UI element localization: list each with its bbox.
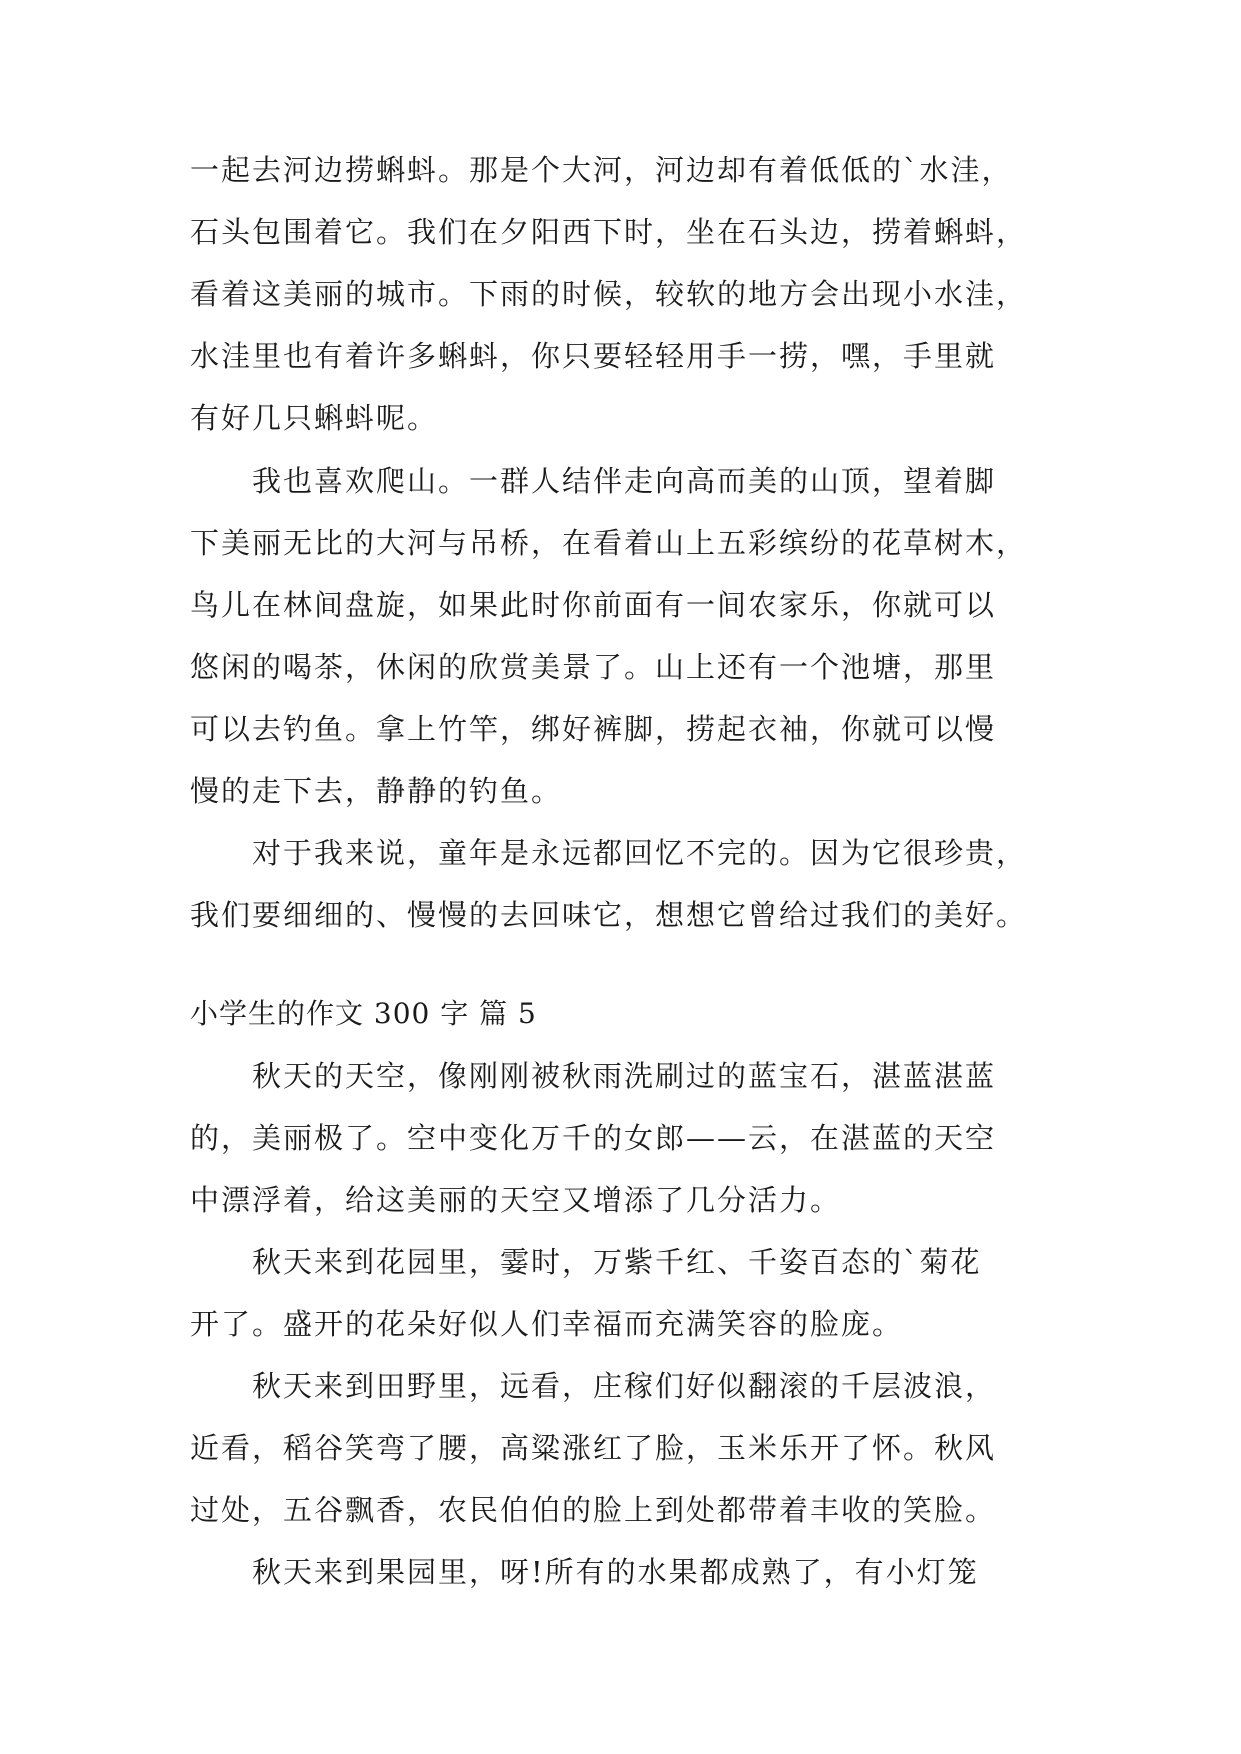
- paragraph-line: 过处，五谷飘香，农民伯伯的脸上到处都带着丰收的笑脸。: [190, 1493, 997, 1527]
- paragraph-line: 石头包围着它。我们在夕阳西下时，坐在石头边，捞着蝌蚪，: [190, 215, 1028, 249]
- paragraph-line: 秋天来到田野里，远看，庄稼们好似翻滚的千层波浪，: [252, 1369, 997, 1403]
- paragraph-line: 对于我来说，童年是永远都回忆不完的。因为它很珍贵，: [252, 836, 1028, 870]
- paragraph-line: 可以去钓鱼。拿上竹竿，绑好裤脚，捞起衣袖，你就可以慢: [190, 712, 997, 746]
- paragraph-line: 水洼里也有着许多蝌蚪，你只要轻轻用手一捞，嘿，手里就: [190, 339, 997, 373]
- paragraph-line: 近看，稻谷笑弯了腰，高粱涨红了脸，玉米乐开了怀。秋风: [190, 1431, 997, 1465]
- paragraph-line: 悠闲的喝茶，休闲的欣赏美景了。山上还有一个池塘，那里: [190, 650, 997, 684]
- paragraph-line: 看着这美丽的城市。下雨的时候，较软的地方会出现小水洼，: [190, 277, 1028, 311]
- paragraph-line: 我也喜欢爬山。一群人结伴走向高而美的山顶，望着脚: [252, 464, 997, 498]
- paragraph-line: 慢的走下去，静静的钓鱼。: [190, 774, 563, 808]
- paragraph-line: 开了。盛开的花朵好似人们幸福而充满笑容的脸庞。: [190, 1307, 904, 1341]
- paragraph-line: 有好几只蝌蚪呢。: [190, 401, 439, 435]
- paragraph-line: 的，美丽极了。空中变化万千的女郎——云，在湛蓝的天空: [190, 1121, 997, 1155]
- paragraph-line: 一起去河边捞蝌蚪。那是个大河，河边却有着低低的`水洼，: [190, 153, 1013, 187]
- paragraph-line: 鸟儿在林间盘旋，如果此时你前面有一间农家乐，你就可以: [190, 588, 997, 622]
- paragraph-line: 我们要细细的、慢慢的去回味它，想想它曾给过我们的美好。: [190, 898, 1028, 932]
- paragraph-line: 中漂浮着，给这美丽的天空又增添了几分活力。: [190, 1183, 842, 1217]
- section-heading: 小学生的作文 300 字 篇 5: [190, 997, 537, 1030]
- paragraph-line: 秋天的天空，像刚刚被秋雨洗刷过的蓝宝石，湛蓝湛蓝: [252, 1059, 997, 1093]
- paragraph-line: 秋天来到果园里，呀!所有的水果都成熟了，有小灯笼: [252, 1555, 979, 1589]
- paragraph-line: 下美丽无比的大河与吊桥，在看着山上五彩缤纷的花草树木，: [190, 526, 1028, 560]
- paragraph-line: 秋天来到花园里，霎时，万紫千红、千姿百态的`菊花: [252, 1245, 982, 1279]
